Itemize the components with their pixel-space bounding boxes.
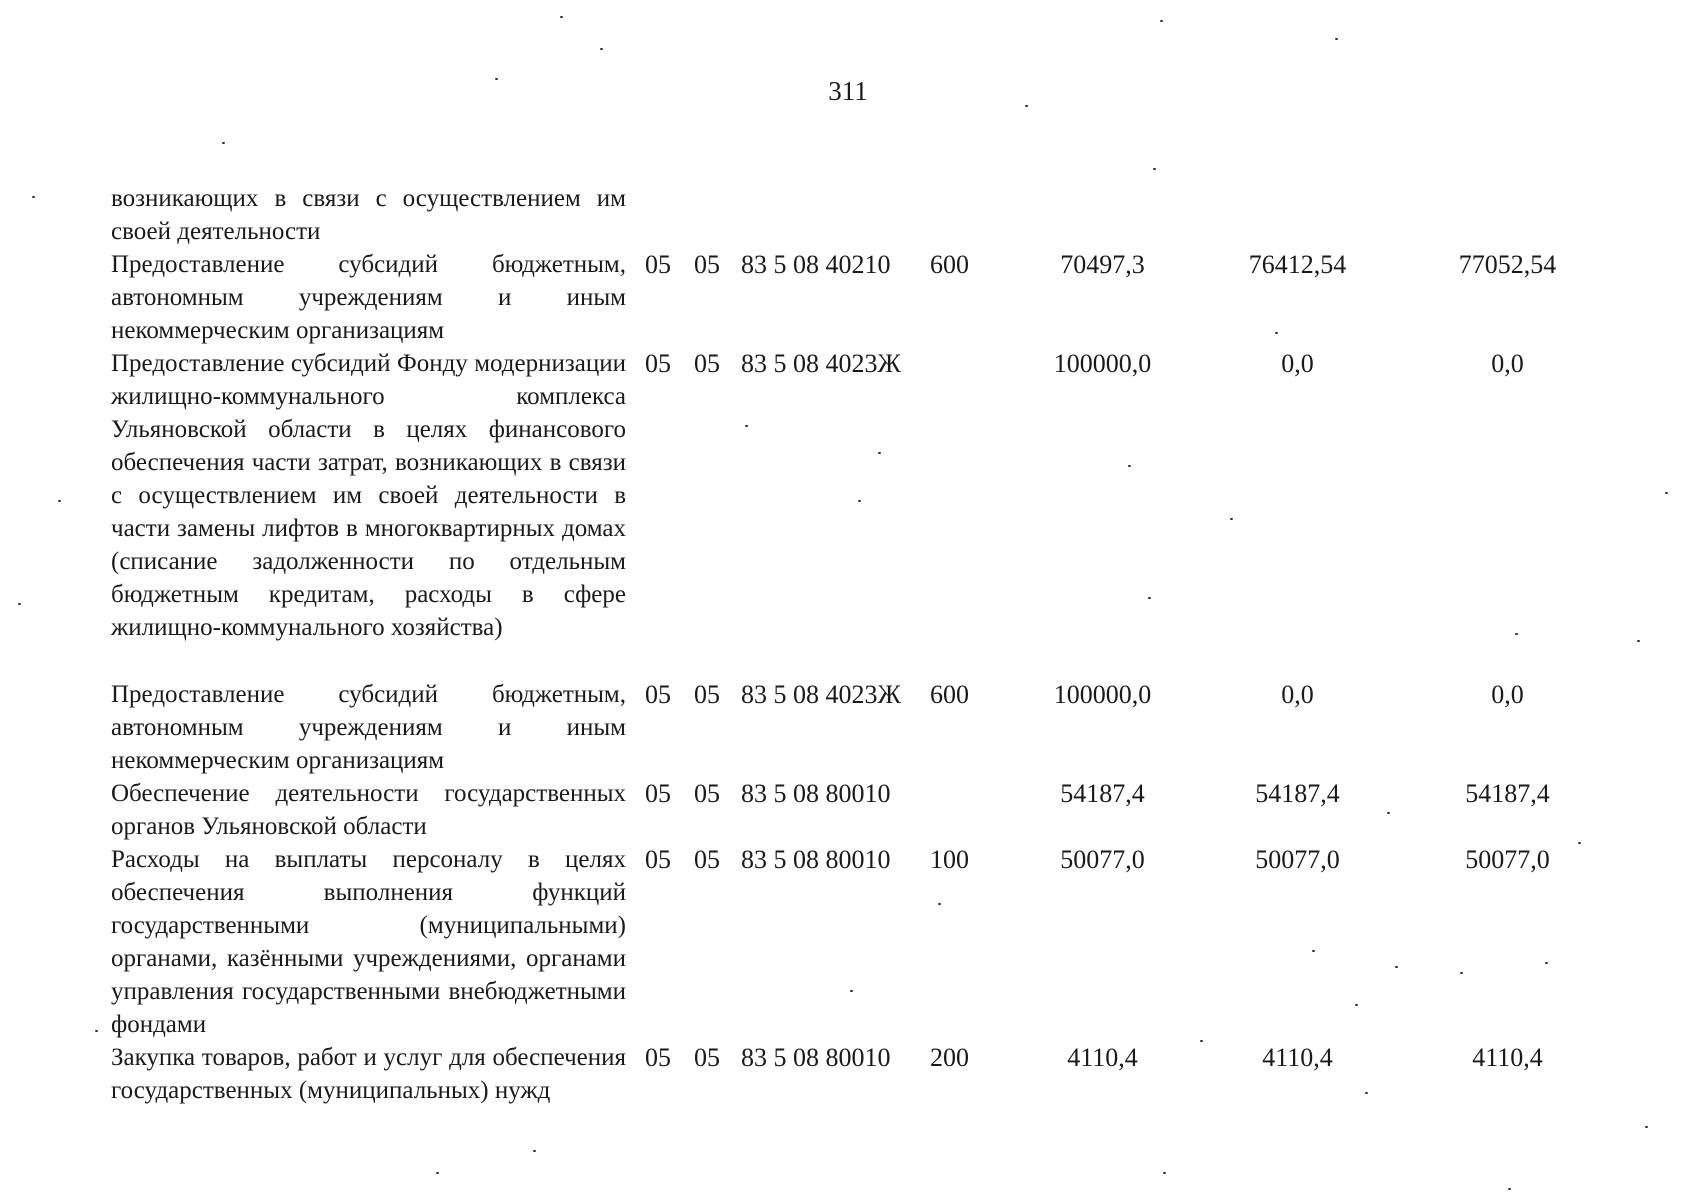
amount-year-1: 70497,3 bbox=[1060, 250, 1145, 279]
scan-speck bbox=[1645, 1126, 1648, 1128]
scan-speck bbox=[95, 1030, 98, 1032]
scan-speck bbox=[1355, 1004, 1358, 1006]
amount-year-1: 100000,0 bbox=[1053, 680, 1152, 709]
subsection-code: 05 bbox=[694, 845, 720, 874]
target-article: 83 5 08 80010 bbox=[741, 1043, 891, 1072]
scan-speck bbox=[533, 1150, 536, 1152]
page-number: 311 bbox=[828, 76, 868, 106]
scan-speck bbox=[1365, 1092, 1368, 1094]
scan-speck bbox=[1148, 597, 1151, 599]
amount-year-2: 4110,4 bbox=[1262, 1043, 1333, 1072]
row-description: Предоставление субсидий бюджетным, автономным учреждениям и иным некоммерческим организациям bbox=[111, 681, 626, 774]
amount-year-3: 0,0 bbox=[1491, 349, 1524, 378]
row-description: Предоставление субсидий Фонду модернизации жилищно-коммунального комплекса Ульяновской области в целях финансового обеспечения части затрат, возникающих в связи с осуществлением им своей деятельности в части замены лифтов в многоквартирных домах (списание задолженности по отдельным бюджетным кредитам, расходы в сфере жилищно-коммунального хозяйства) bbox=[111, 350, 626, 641]
row-description: Обеспечение деятельности государственных органов Ульяновской области bbox=[111, 780, 626, 840]
amount-year-3: 77052,54 bbox=[1458, 250, 1557, 279]
amount-year-3: 4110,4 bbox=[1472, 1043, 1543, 1072]
target-article: 83 5 08 80010 bbox=[741, 779, 891, 808]
scan-speck bbox=[1153, 168, 1156, 170]
amount-year-2: 50077,0 bbox=[1255, 845, 1340, 874]
amount-year-2: 0,0 bbox=[1281, 680, 1314, 709]
scan-speck bbox=[1508, 1188, 1511, 1190]
row-description: Расходы на выплаты персоналу в целях обеспечения выполнения функций государственными (муниципальными) органами, казёнными учреждениями, органами управления государственными внебюджетными фондами bbox=[111, 846, 626, 1038]
scan-speck bbox=[58, 500, 61, 502]
row-description: возникающих в связи с осуществлением им своей деятельности bbox=[111, 185, 626, 245]
scan-speck bbox=[1230, 518, 1233, 520]
subsection-code: 05 bbox=[694, 779, 720, 808]
scan-speck bbox=[1545, 962, 1548, 964]
amount-year-3: 0,0 bbox=[1491, 680, 1524, 709]
scan-speck bbox=[600, 48, 603, 50]
scan-speck bbox=[560, 16, 563, 18]
scan-speck bbox=[32, 196, 35, 198]
scan-speck bbox=[858, 500, 861, 502]
scan-speck bbox=[938, 903, 941, 905]
subsection-code: 05 bbox=[694, 1043, 720, 1072]
scan-speck bbox=[1515, 633, 1518, 635]
subsection-code: 05 bbox=[694, 680, 720, 709]
scan-speck bbox=[1637, 640, 1640, 642]
scan-speck bbox=[1665, 492, 1668, 494]
scan-speck bbox=[1387, 812, 1390, 814]
expense-type: 600 bbox=[930, 250, 969, 279]
scan-speck bbox=[1460, 972, 1463, 974]
scan-speck bbox=[1160, 20, 1163, 22]
expense-type: 600 bbox=[930, 680, 969, 709]
scan-speck bbox=[878, 452, 881, 454]
amount-year-3: 54187,4 bbox=[1465, 779, 1550, 808]
section-code: 05 bbox=[645, 779, 671, 808]
section-code: 05 bbox=[645, 349, 671, 378]
target-article: 83 5 08 4023Ж bbox=[741, 680, 901, 709]
scan-speck bbox=[1163, 1172, 1166, 1174]
subsection-code: 05 bbox=[694, 349, 720, 378]
target-article: 83 5 08 80010 bbox=[741, 845, 891, 874]
target-article: 83 5 08 40210 bbox=[741, 250, 891, 279]
section-code: 05 bbox=[645, 845, 671, 874]
scan-speck bbox=[495, 78, 498, 80]
scan-speck bbox=[222, 142, 225, 144]
scan-speck bbox=[1312, 950, 1315, 952]
scan-speck bbox=[745, 425, 748, 427]
section-code: 05 bbox=[645, 250, 671, 279]
scan-speck bbox=[1025, 105, 1028, 107]
amount-year-2: 54187,4 bbox=[1255, 779, 1340, 808]
amount-year-2: 0,0 bbox=[1281, 349, 1314, 378]
amount-year-1: 100000,0 bbox=[1053, 349, 1152, 378]
amount-year-1: 54187,4 bbox=[1060, 779, 1145, 808]
section-code: 05 bbox=[645, 680, 671, 709]
amount-year-1: 50077,0 bbox=[1060, 845, 1145, 874]
section-code: 05 bbox=[645, 1043, 671, 1072]
scan-speck bbox=[1200, 1040, 1203, 1042]
scan-speck bbox=[1395, 966, 1398, 968]
row-description: Закупка товаров, работ и услуг для обеспечения государственных (муниципальных) нужд bbox=[111, 1044, 626, 1104]
amount-year-2: 76412,54 bbox=[1248, 250, 1347, 279]
scan-speck bbox=[1578, 842, 1581, 844]
scan-speck bbox=[1335, 38, 1338, 40]
subsection-code: 05 bbox=[694, 250, 720, 279]
row-description: Предоставление субсидий бюджетным, автономным учреждениям и иным некоммерческим организациям bbox=[111, 251, 626, 344]
expense-type: 100 bbox=[930, 845, 969, 874]
scan-speck bbox=[18, 603, 21, 605]
scan-speck bbox=[1128, 465, 1131, 467]
amount-year-1: 4110,4 bbox=[1067, 1043, 1138, 1072]
target-article: 83 5 08 4023Ж bbox=[741, 349, 901, 378]
scan-speck bbox=[1275, 332, 1278, 334]
expense-type: 200 bbox=[930, 1043, 969, 1072]
scan-speck bbox=[436, 1172, 439, 1174]
amount-year-3: 50077,0 bbox=[1465, 845, 1550, 874]
scan-speck bbox=[850, 990, 853, 992]
